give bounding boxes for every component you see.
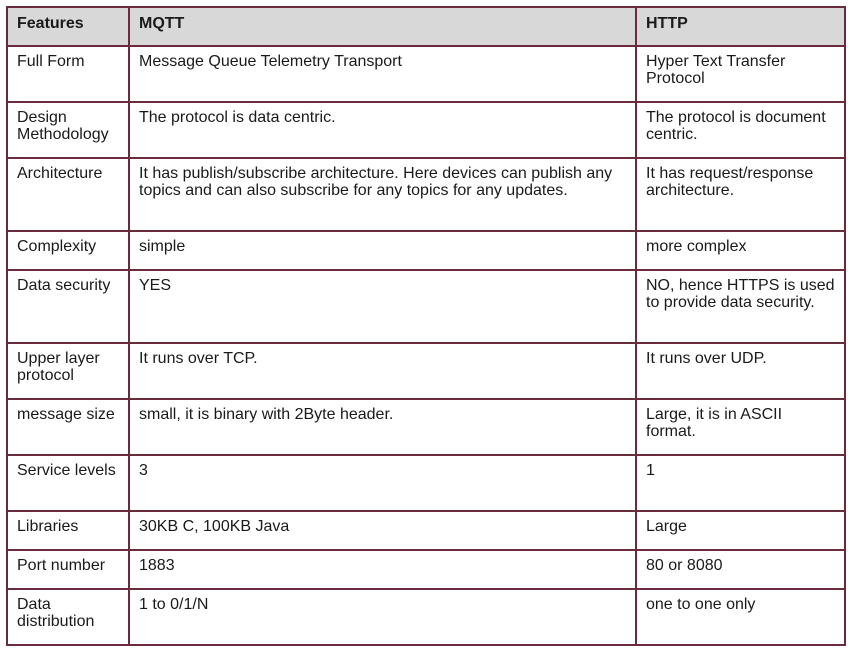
comparison-table-container	[6, 6, 846, 646]
mqtt-cell: YES	[129, 270, 636, 343]
mqtt-cell: It runs over TCP.	[129, 343, 636, 399]
mqtt-cell: 1 to 0/1/N	[129, 589, 636, 645]
http-cell: It has request/response architecture.	[636, 158, 845, 231]
http-cell: NO, hence HTTPS is used to provide data security.	[636, 270, 845, 343]
feature-cell: Port number	[7, 550, 129, 589]
feature-cell: Upper layer protocol	[7, 343, 129, 399]
mqtt-cell: 30KB C, 100KB Java	[129, 511, 636, 550]
table-row	[7, 343, 845, 399]
mqtt-vs-http-table	[6, 6, 846, 646]
mqtt-cell: simple	[129, 231, 636, 270]
mqtt-cell: It has publish/subscribe architecture. Here devices can publish any topics and can also subscribe for any topics for any updates.	[129, 158, 636, 231]
http-cell: The protocol is document centric.	[636, 102, 845, 158]
feature-cell: Service levels	[7, 455, 129, 511]
feature-cell: Design Methodology	[7, 102, 129, 158]
feature-cell: Full Form	[7, 46, 129, 102]
table-row	[7, 455, 845, 511]
header-features: Features	[7, 7, 129, 46]
mqtt-cell: The protocol is data centric.	[129, 102, 636, 158]
http-cell: one to one only	[636, 589, 845, 645]
table-row	[7, 550, 845, 589]
http-cell: Large, it is in ASCII format.	[636, 399, 845, 455]
http-cell: 1	[636, 455, 845, 511]
table-row	[7, 46, 845, 102]
feature-cell: Architecture	[7, 158, 129, 231]
header-mqtt: MQTT	[129, 7, 636, 46]
feature-cell: message size	[7, 399, 129, 455]
feature-cell: Libraries	[7, 511, 129, 550]
table-row	[7, 399, 845, 455]
http-cell: more complex	[636, 231, 845, 270]
feature-cell: Data security	[7, 270, 129, 343]
table-row	[7, 511, 845, 550]
header-http: HTTP	[636, 7, 845, 46]
table-row	[7, 589, 845, 645]
mqtt-cell: 1883	[129, 550, 636, 589]
mqtt-cell: small, it is binary with 2Byte header.	[129, 399, 636, 455]
table-row	[7, 102, 845, 158]
mqtt-cell: 3	[129, 455, 636, 511]
table-row	[7, 231, 845, 270]
feature-cell: Complexity	[7, 231, 129, 270]
mqtt-cell: Message Queue Telemetry Transport	[129, 46, 636, 102]
table-row	[7, 158, 845, 231]
http-cell: Large	[636, 511, 845, 550]
http-cell: Hyper Text Transfer Protocol	[636, 46, 845, 102]
table-row	[7, 270, 845, 343]
http-cell: It runs over UDP.	[636, 343, 845, 399]
http-cell: 80 or 8080	[636, 550, 845, 589]
table-header-row	[7, 7, 845, 46]
feature-cell: Data distribution	[7, 589, 129, 645]
